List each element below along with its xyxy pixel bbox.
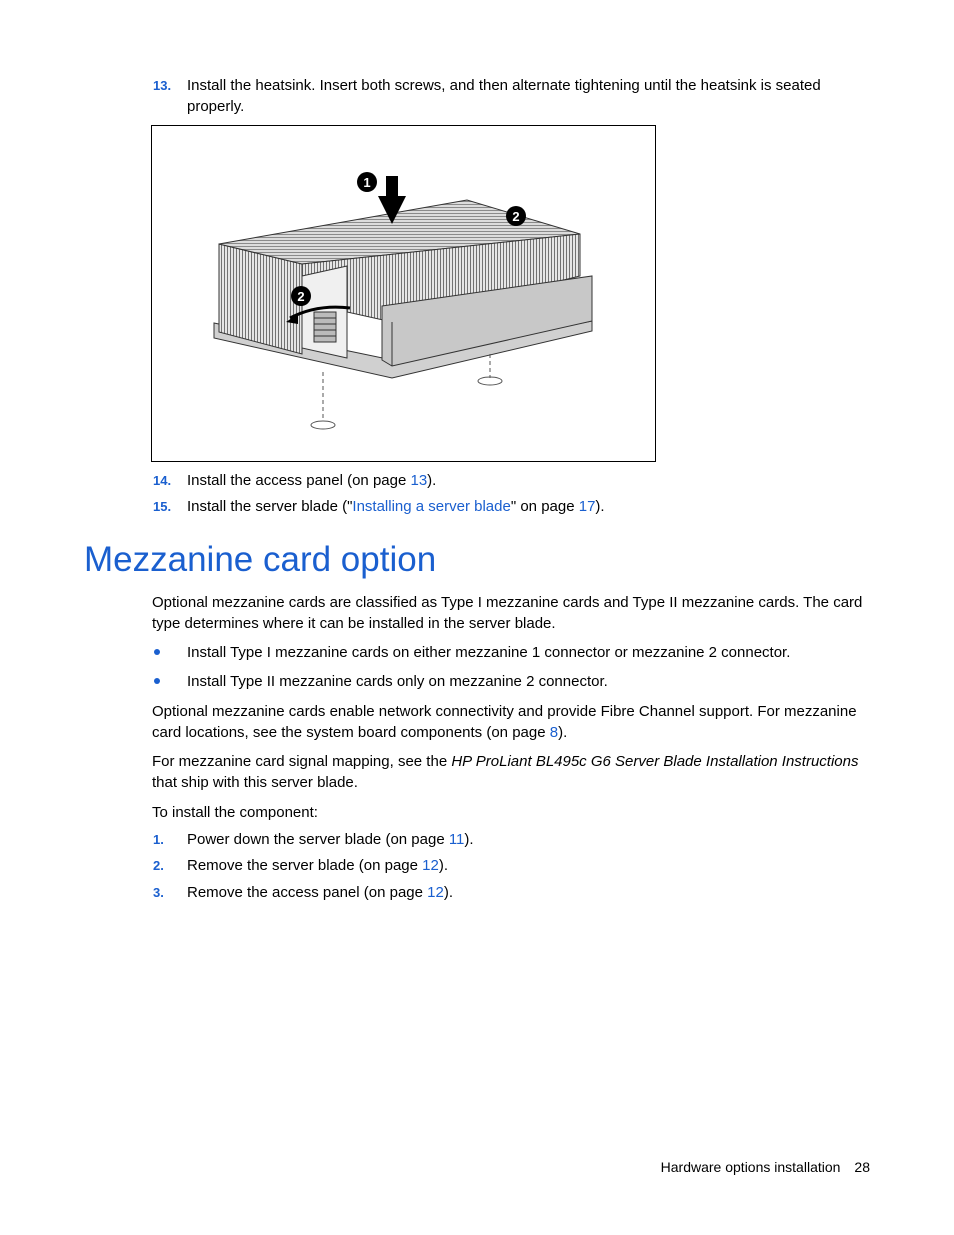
heatsink-illustration [151, 125, 656, 462]
page-link[interactable]: 8 [549, 724, 559, 741]
step-text: Remove the access panel (on page 12). [187, 884, 454, 901]
callout-2b: 2 [297, 289, 305, 304]
step-number: 15. [153, 499, 172, 514]
step-15 [153, 496, 873, 517]
step-text: Install the access panel (on page 13). [187, 472, 437, 489]
step-1 [153, 829, 873, 850]
page-link[interactable]: 17 [578, 498, 596, 515]
page-number: 28 [854, 1159, 870, 1175]
intro-paragraph: Optional mezzanine cards are classified as Type I mezzanine cards and Type II mezzanine cards. The card type determines where it can be installed in the server blade. [152, 594, 863, 632]
section-title: Mezzanine card option [84, 540, 437, 579]
step-number: 14. [153, 473, 172, 488]
step-text: Install the heatsink. Insert both screws, and then alternate tightening until the heatsink is seated properly. [187, 77, 821, 115]
instructions-lead: To install the component: [152, 804, 318, 821]
document-title: HP ProLiant BL495c G6 Server Blade Installation Instructions [451, 753, 859, 770]
step-number: 2. [153, 858, 164, 873]
step-number: 3. [153, 885, 164, 900]
topic-link[interactable]: Installing a server blade [352, 498, 511, 515]
step-text: Install the server blade ("Installing a server blade" on page 17). [187, 498, 605, 515]
callout-1: 1 [363, 175, 371, 190]
bullet-icon [154, 678, 160, 684]
page-link[interactable]: 11 [448, 831, 465, 848]
step-number: 1. [153, 832, 164, 847]
step-text: Remove the server blade (on page 12). [187, 857, 448, 874]
signal-mapping-paragraph: For mezzanine card signal mapping, see the HP ProLiant BL495c G6 Server Blade Installation Instructions that ship with this server blade. [152, 753, 859, 791]
step-text: Power down the server blade (on page 11). [187, 831, 474, 848]
callout-2a: 2 [512, 209, 520, 224]
step-2 [153, 855, 873, 876]
step-number: 13. [153, 78, 172, 93]
heatsink-drawing [152, 126, 655, 461]
step-13 [153, 75, 873, 117]
bullet-item: Install Type II mezzanine cards only on mezzanine 2 connector. [153, 671, 873, 692]
footer-section-name: Hardware options installation [660, 1159, 841, 1175]
step-3 [153, 882, 873, 903]
bullet-icon [154, 649, 160, 655]
page-link[interactable]: 12 [422, 857, 439, 874]
page-footer [661, 1157, 870, 1178]
connectivity-paragraph: Optional mezzanine cards enable network connectivity and provide Fibre Channel support. For mezzanine card locations, see the system board components (on page 8). [152, 703, 857, 741]
bullet-item: Install Type I mezzanine cards on either mezzanine 1 connector or mezzanine 2 connector. [153, 642, 873, 663]
page-link[interactable]: 13 [410, 472, 428, 489]
page-link[interactable]: 12 [427, 884, 444, 901]
step-14 [153, 470, 873, 491]
